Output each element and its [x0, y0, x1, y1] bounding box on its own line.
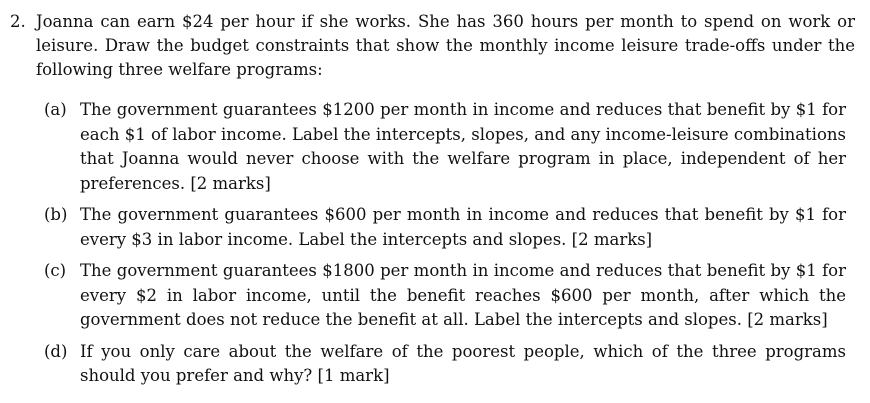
- part-text: The government guarantees $600 per month in income and reduces that benefit by $1 for every $3 in labor income. Label the intercepts and slopes. [2 marks]: [80, 205, 846, 249]
- part-label: (a): [44, 100, 67, 119]
- part-c: [44, 259, 846, 333]
- part-b: [44, 203, 846, 252]
- part-label: (b): [44, 205, 68, 224]
- question-number: 2.: [10, 12, 26, 31]
- part-label: (c): [44, 261, 67, 280]
- part-text: The government guarantees $1800 per month in income and reduces that benefit by $1 for every $2 in labor income, until the benefit reaches $600 per month, after which the government does not reduce the benefit at all. Label the intercepts and slopes. [2 marks]: [80, 261, 846, 329]
- question-text: Joanna can earn $24 per hour if she works. She has 360 hours per month to spend on work or leisure. Draw the budget constraints that show the monthly income leisure trade-offs under the following three welfare programs:: [36, 12, 855, 79]
- part-label: (d): [44, 341, 68, 361]
- part-a: [44, 98, 846, 196]
- part-text: The government guarantees $1200 per month in income and reduces that benefit by $1 for each $1 of labor income. Label the intercepts, slopes, and any income-leisure combinations that Joanna would never choose with the welfare program in place, independent of her preferences. [2 marks]: [80, 100, 846, 193]
- part-text: If you only care about the welfare of the poorest people, which of the three programs should you prefer and why? [1 mark]: [80, 341, 846, 385]
- question-parts: [44, 98, 846, 396]
- question-2: [10, 10, 855, 82]
- part-d: [44, 340, 846, 389]
